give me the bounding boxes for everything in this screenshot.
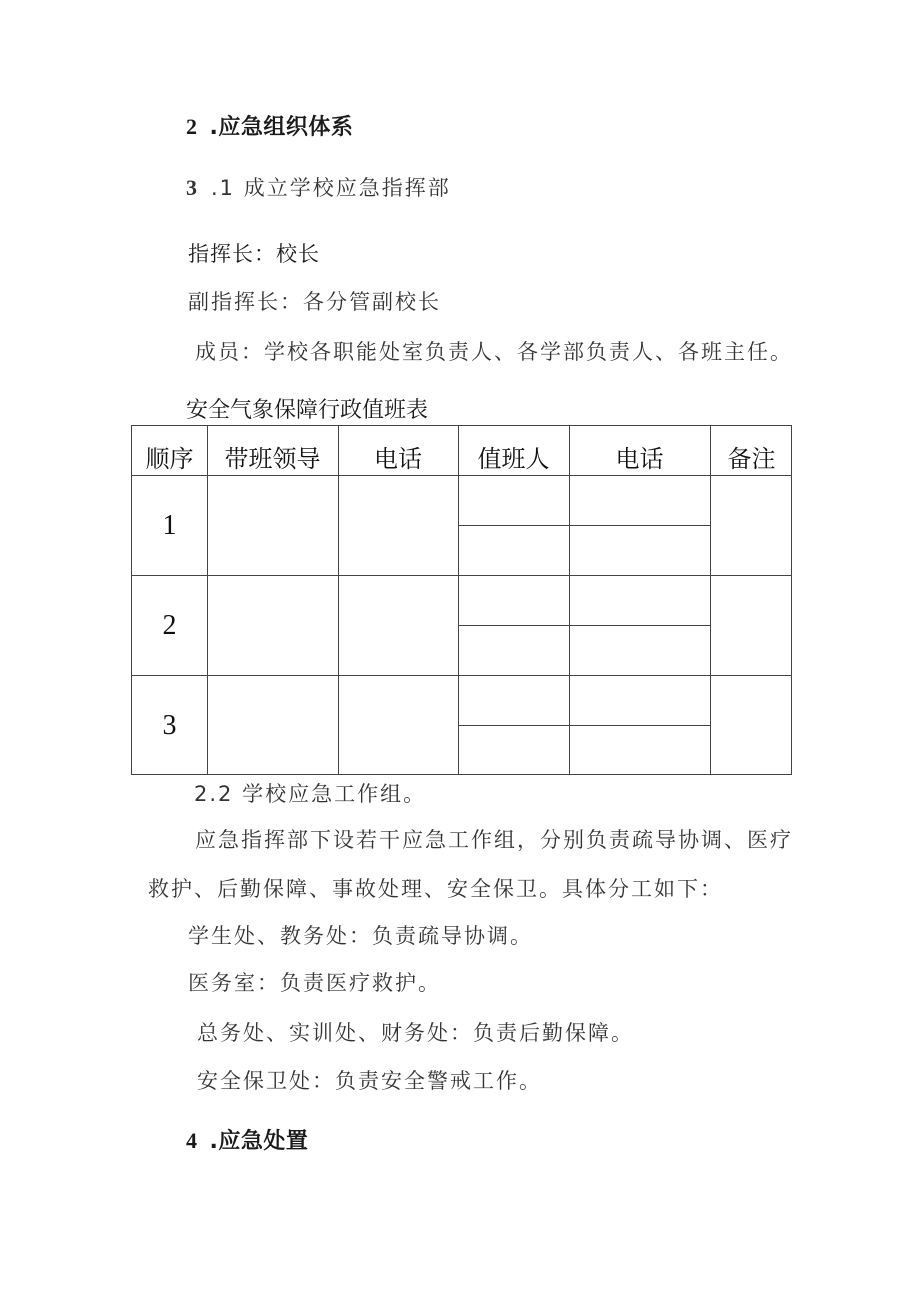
section-2-title: .应急组织体系 bbox=[209, 115, 354, 140]
header-phone-1: 电话 bbox=[374, 444, 422, 473]
header-duty-person: 值班人 bbox=[477, 444, 550, 473]
commander-line: 指挥长：校长 bbox=[188, 242, 320, 266]
section-4-heading bbox=[186, 1124, 308, 1155]
table-title: 安全气象保障行政值班表 bbox=[186, 398, 429, 423]
section-3-number: 3 bbox=[186, 175, 199, 200]
header-phone-2: 电话 bbox=[615, 444, 664, 473]
duty-item-1: 学生处、教务处：负责疏导协调。 bbox=[188, 924, 533, 948]
duty-table bbox=[131, 425, 792, 775]
deputy-commander-line: 副指挥长：各分管副校长 bbox=[188, 290, 441, 314]
section-2-number: 2 bbox=[186, 114, 198, 139]
header-remarks: 备注 bbox=[727, 444, 776, 473]
subsection-2-2: 2.2 学校应急工作组。 bbox=[194, 782, 427, 806]
section-2-heading bbox=[186, 110, 353, 141]
section-4-title: .应急处置 bbox=[209, 1129, 309, 1154]
paragraph-line-1: 应急指挥部下设若干应急工作组，分别负责疏导协调、医疗 bbox=[195, 828, 793, 852]
header-leader: 带班领导 bbox=[224, 444, 321, 473]
duty-item-3: 总务处、实训处、财务处：负责后勤保障。 bbox=[197, 1021, 634, 1045]
row-number-1: 1 bbox=[162, 510, 177, 541]
duty-item-2: 医务室：负责医疗救护。 bbox=[188, 971, 441, 995]
section-4-number: 4 bbox=[186, 1128, 198, 1153]
duty-item-4: 安全保卫处：负责安全警戒工作。 bbox=[197, 1069, 542, 1093]
row-number-3: 3 bbox=[162, 710, 177, 741]
section-3-heading bbox=[186, 172, 451, 202]
paragraph-line-2: 救护、后勤保障、事故处理、安全保卫。具体分工如下： bbox=[148, 877, 723, 901]
members-line: 成员：学校各职能处室负责人、各学部负责人、各班主任。 bbox=[195, 340, 793, 364]
header-order: 顺序 bbox=[145, 444, 194, 473]
row-number-2: 2 bbox=[162, 610, 177, 641]
section-3-title: .1 成立学校应急指挥部 bbox=[211, 176, 451, 200]
